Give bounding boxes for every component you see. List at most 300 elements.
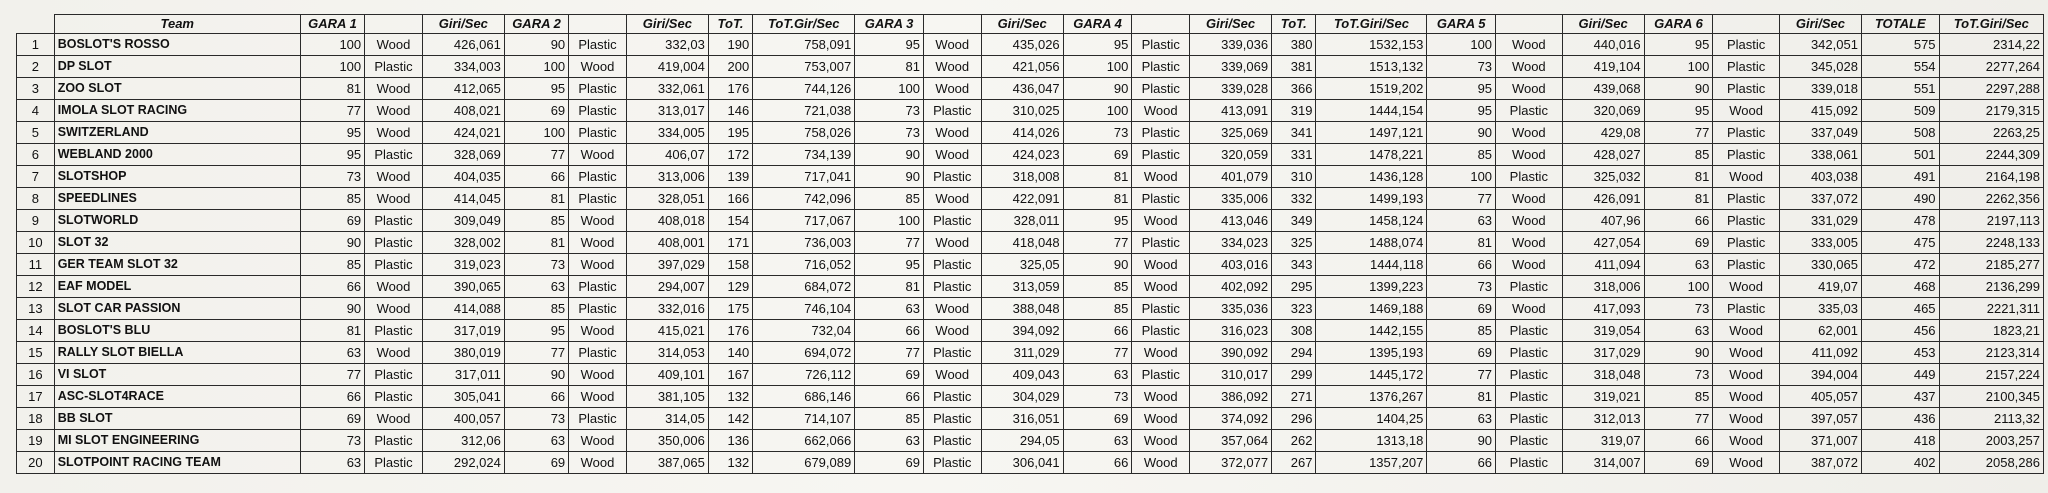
table-cell: Plastic	[923, 276, 981, 298]
column-header: Giri/Sec	[1562, 15, 1644, 34]
table-cell: 63	[1063, 430, 1132, 452]
table-cell: 63	[300, 342, 364, 364]
table-cell: Plastic	[365, 210, 423, 232]
table-cell: Wood	[923, 78, 981, 100]
table-cell: 415,092	[1779, 100, 1861, 122]
table-cell: 310,025	[981, 100, 1063, 122]
table-cell: Plastic	[1713, 34, 1780, 56]
table-cell: 331,029	[1779, 210, 1861, 232]
table-cell: 172	[708, 144, 752, 166]
table-cell: 386,092	[1190, 386, 1272, 408]
table-cell: Plastic	[923, 254, 981, 276]
table-cell: 2248,133	[1939, 232, 2043, 254]
table-cell: 318,008	[981, 166, 1063, 188]
table-cell: 95	[855, 254, 924, 276]
table-cell: 81	[1427, 386, 1496, 408]
table-cell: 299	[1272, 364, 1316, 386]
table-cell: 305,041	[422, 386, 504, 408]
table-cell: 6	[17, 144, 55, 166]
table-cell: 129	[708, 276, 752, 298]
table-cell: 2314,22	[1939, 34, 2043, 56]
table-cell: Plastic	[1496, 364, 1563, 386]
table-cell: 357,064	[1190, 430, 1272, 452]
table-cell: 85	[300, 254, 364, 276]
table-cell: 2244,309	[1939, 144, 2043, 166]
table-cell: 714,107	[753, 408, 855, 430]
table-cell: 334,023	[1190, 232, 1272, 254]
table-cell: 328,069	[422, 144, 504, 166]
table-cell: 345,028	[1779, 56, 1861, 78]
table-cell: Plastic	[1132, 34, 1190, 56]
team-name-cell: SLOT CAR PASSION	[54, 298, 300, 320]
table-cell: Wood	[569, 364, 627, 386]
table-cell: 456	[1861, 320, 1939, 342]
table-cell: 317,019	[422, 320, 504, 342]
table-cell: 294	[1272, 342, 1316, 364]
table-cell: 407,96	[1562, 210, 1644, 232]
table-cell: Wood	[1496, 34, 1563, 56]
table-cell: 1313,18	[1316, 430, 1427, 452]
table-cell: 85	[1427, 144, 1496, 166]
table-cell: 501	[1861, 144, 1939, 166]
table-cell: Plastic	[569, 298, 627, 320]
table-cell: Wood	[569, 232, 627, 254]
table-cell: 1488,074	[1316, 232, 1427, 254]
table-cell: 422,091	[981, 188, 1063, 210]
table-cell: 77	[1644, 408, 1713, 430]
table-cell: 328,051	[626, 188, 708, 210]
table-cell: 90	[504, 364, 568, 386]
column-header: TOTALE	[1861, 15, 1939, 34]
table-cell: 318,006	[1562, 276, 1644, 298]
table-cell: 77	[300, 100, 364, 122]
table-cell: 1499,193	[1316, 188, 1427, 210]
table-row	[17, 254, 2044, 276]
table-cell: Wood	[1713, 430, 1780, 452]
table-cell: 332,061	[626, 78, 708, 100]
table-cell: 1444,154	[1316, 100, 1427, 122]
table-cell: 424,021	[422, 122, 504, 144]
table-cell: 85	[1063, 276, 1132, 298]
table-cell: 176	[708, 78, 752, 100]
table-cell: 73	[855, 100, 924, 122]
table-cell: 406,07	[626, 144, 708, 166]
table-cell: 9	[17, 210, 55, 232]
table-row	[17, 298, 2044, 320]
table-cell: 14	[17, 320, 55, 342]
table-cell: 413,091	[1190, 100, 1272, 122]
table-cell: Wood	[569, 210, 627, 232]
table-cell: Wood	[1132, 430, 1190, 452]
table-row	[17, 364, 2044, 386]
table-cell: 419,07	[1779, 276, 1861, 298]
table-cell: 81	[1644, 166, 1713, 188]
table-cell: 2136,299	[1939, 276, 2043, 298]
table-cell: Plastic	[923, 100, 981, 122]
table-cell: Plastic	[1496, 408, 1563, 430]
table-cell: 684,072	[753, 276, 855, 298]
table-cell: Plastic	[923, 452, 981, 474]
table-cell: 319	[1272, 100, 1316, 122]
table-cell: 66	[1427, 452, 1496, 474]
table-cell: Wood	[1132, 276, 1190, 298]
table-cell: 380,019	[422, 342, 504, 364]
table-cell: 63	[855, 298, 924, 320]
table-cell: 575	[1861, 34, 1939, 56]
table-cell: 136	[708, 430, 752, 452]
table-cell: 132	[708, 452, 752, 474]
table-cell: Wood	[1496, 298, 1563, 320]
table-cell: 424,023	[981, 144, 1063, 166]
table-cell: Plastic	[365, 56, 423, 78]
table-cell: 271	[1272, 386, 1316, 408]
team-name-cell: BB SLOT	[54, 408, 300, 430]
table-cell: 81	[504, 188, 568, 210]
table-cell: 81	[1427, 232, 1496, 254]
table-cell: 2113,32	[1939, 408, 2043, 430]
table-cell: Wood	[365, 408, 423, 430]
table-cell: 69	[300, 210, 364, 232]
column-header	[1713, 15, 1780, 34]
table-cell: Plastic	[1713, 188, 1780, 210]
table-cell: 349	[1272, 210, 1316, 232]
table-cell: 100	[504, 56, 568, 78]
table-cell: Plastic	[365, 144, 423, 166]
table-cell: 337,072	[1779, 188, 1861, 210]
table-cell: 320,069	[1562, 100, 1644, 122]
table-cell: 332	[1272, 188, 1316, 210]
table-cell: 1	[17, 34, 55, 56]
table-cell: 81	[855, 276, 924, 298]
table-cell: 734,139	[753, 144, 855, 166]
table-cell: 335,006	[1190, 188, 1272, 210]
table-cell: 69	[1644, 232, 1713, 254]
table-cell: Plastic	[1132, 56, 1190, 78]
table-cell: 2157,224	[1939, 364, 2043, 386]
table-cell: 292,024	[422, 452, 504, 474]
table-cell: 436	[1861, 408, 1939, 430]
table-cell: Plastic	[365, 254, 423, 276]
table-cell: 100	[1427, 166, 1496, 188]
column-header	[365, 15, 423, 34]
table-cell: 402,092	[1190, 276, 1272, 298]
table-cell: 18	[17, 408, 55, 430]
table-cell: 100	[300, 56, 364, 78]
table-cell: 317,029	[1562, 342, 1644, 364]
column-header: Team	[54, 15, 300, 34]
table-cell: Wood	[1496, 188, 1563, 210]
table-cell: Plastic	[569, 34, 627, 56]
column-header: GARA 4	[1063, 15, 1132, 34]
table-cell: Wood	[365, 276, 423, 298]
table-cell: Plastic	[1496, 430, 1563, 452]
table-cell: 100	[504, 122, 568, 144]
table-cell: 411,092	[1779, 342, 1861, 364]
team-name-cell: BOSLOT'S ROSSO	[54, 34, 300, 56]
table-cell: 63	[504, 430, 568, 452]
table-cell: 435,026	[981, 34, 1063, 56]
table-cell: 63	[504, 276, 568, 298]
table-cell: 267	[1272, 452, 1316, 474]
team-name-cell: ZOO SLOT	[54, 78, 300, 100]
table-cell: 1478,221	[1316, 144, 1427, 166]
table-cell: 100	[1063, 56, 1132, 78]
table-cell: Wood	[365, 34, 423, 56]
table-cell: 63	[1427, 210, 1496, 232]
table-cell: Wood	[1713, 408, 1780, 430]
table-cell: 90	[1063, 254, 1132, 276]
table-cell: 1445,172	[1316, 364, 1427, 386]
table-cell: Wood	[365, 298, 423, 320]
column-header	[923, 15, 981, 34]
table-cell: Plastic	[923, 386, 981, 408]
table-cell: 381,105	[626, 386, 708, 408]
table-cell: 408,021	[422, 100, 504, 122]
table-cell: 331	[1272, 144, 1316, 166]
table-cell: 176	[708, 320, 752, 342]
table-cell: 167	[708, 364, 752, 386]
table-cell: 95	[1427, 78, 1496, 100]
table-cell: 1532,153	[1316, 34, 1427, 56]
table-cell: Wood	[569, 56, 627, 78]
table-cell: 69	[855, 364, 924, 386]
table-row	[17, 100, 2044, 122]
table-cell: Wood	[1496, 56, 1563, 78]
table-cell: 69	[855, 452, 924, 474]
table-cell: 146	[708, 100, 752, 122]
table-cell: Plastic	[1132, 122, 1190, 144]
team-name-cell: WEBLAND 2000	[54, 144, 300, 166]
table-cell: 195	[708, 122, 752, 144]
table-cell: 427,054	[1562, 232, 1644, 254]
table-cell: Plastic	[569, 276, 627, 298]
results-table	[16, 14, 2044, 474]
table-cell: 491	[1861, 166, 1939, 188]
table-cell: 440,016	[1562, 34, 1644, 56]
table-cell: 314,05	[626, 408, 708, 430]
table-cell: 551	[1861, 78, 1939, 100]
table-cell: Plastic	[1132, 364, 1190, 386]
table-cell: 679,089	[753, 452, 855, 474]
table-cell: 732,04	[753, 320, 855, 342]
table-cell: Plastic	[1713, 298, 1780, 320]
table-cell: 95	[1063, 210, 1132, 232]
table-cell: 69	[504, 452, 568, 474]
table-cell: 90	[300, 232, 364, 254]
table-cell: Wood	[1496, 210, 1563, 232]
table-cell: 439,068	[1562, 78, 1644, 100]
table-cell: 371,007	[1779, 430, 1861, 452]
table-cell: 717,067	[753, 210, 855, 232]
table-cell: 77	[504, 342, 568, 364]
table-cell: 190	[708, 34, 752, 56]
table-cell: 69	[1063, 144, 1132, 166]
table-cell: 77	[300, 364, 364, 386]
table-cell: 63	[1427, 408, 1496, 430]
table-cell: 85	[504, 298, 568, 320]
table-cell: 12	[17, 276, 55, 298]
column-header: ToT.	[708, 15, 752, 34]
table-cell: 81	[504, 232, 568, 254]
table-cell: 73	[1644, 298, 1713, 320]
table-cell: 85	[1063, 298, 1132, 320]
table-cell: Wood	[569, 386, 627, 408]
table-cell: 69	[1644, 452, 1713, 474]
table-cell: 325,032	[1562, 166, 1644, 188]
team-name-cell: SLOT 32	[54, 232, 300, 254]
table-cell: Plastic	[569, 188, 627, 210]
table-row	[17, 144, 2044, 166]
table-cell: 428,027	[1562, 144, 1644, 166]
team-name-cell: IMOLA SLOT RACING	[54, 100, 300, 122]
table-cell: 742,096	[753, 188, 855, 210]
table-cell: 404,035	[422, 166, 504, 188]
table-cell: 686,146	[753, 386, 855, 408]
table-cell: 402	[1861, 452, 1939, 474]
table-cell: 90	[300, 298, 364, 320]
table-cell: 90	[1644, 342, 1713, 364]
column-header: GARA 1	[300, 15, 364, 34]
table-cell: Wood	[1132, 100, 1190, 122]
table-cell: Plastic	[1713, 144, 1780, 166]
table-cell: 90	[1427, 122, 1496, 144]
table-cell: 475	[1861, 232, 1939, 254]
table-cell: 66	[1063, 452, 1132, 474]
table-cell: 2262,356	[1939, 188, 2043, 210]
table-cell: 69	[1427, 298, 1496, 320]
table-cell: 100	[855, 210, 924, 232]
table-cell: 374,092	[1190, 408, 1272, 430]
table-cell: 5	[17, 122, 55, 144]
table-cell: Wood	[365, 122, 423, 144]
table-cell: 63	[855, 430, 924, 452]
table-cell: Wood	[1713, 276, 1780, 298]
table-cell: 294,05	[981, 430, 1063, 452]
table-cell: 16	[17, 364, 55, 386]
table-cell: 85	[855, 408, 924, 430]
table-cell: 95	[504, 320, 568, 342]
table-cell: 90	[1644, 78, 1713, 100]
column-header: GARA 2	[504, 15, 568, 34]
table-row	[17, 320, 2044, 342]
table-cell: 319,021	[1562, 386, 1644, 408]
table-row	[17, 210, 2044, 232]
table-cell: 338,061	[1779, 144, 1861, 166]
table-cell: 90	[504, 34, 568, 56]
table-cell: 69	[1427, 342, 1496, 364]
table-row	[17, 232, 2044, 254]
column-header: ToT.Gir/Sec	[753, 15, 855, 34]
table-cell: 95	[300, 122, 364, 144]
table-cell: 330,065	[1779, 254, 1861, 276]
table-cell: Plastic	[1713, 254, 1780, 276]
table-cell: 343	[1272, 254, 1316, 276]
table-cell: 2179,315	[1939, 100, 2043, 122]
table-cell: 313,059	[981, 276, 1063, 298]
table-cell: 403,038	[1779, 166, 1861, 188]
table-cell: 758,026	[753, 122, 855, 144]
table-cell: 2277,264	[1939, 56, 2043, 78]
table-cell: 81	[1063, 188, 1132, 210]
table-row	[17, 34, 2044, 56]
table-cell: 308	[1272, 320, 1316, 342]
team-name-cell: VI SLOT	[54, 364, 300, 386]
table-cell: 753,007	[753, 56, 855, 78]
table-cell: Wood	[1132, 386, 1190, 408]
table-cell: 140	[708, 342, 752, 364]
table-cell: 328,011	[981, 210, 1063, 232]
table-cell: 401,079	[1190, 166, 1272, 188]
table-cell: 400,057	[422, 408, 504, 430]
table-cell: 313,006	[626, 166, 708, 188]
table-cell: 314,007	[1562, 452, 1644, 474]
table-cell: 337,049	[1779, 122, 1861, 144]
table-cell: Plastic	[365, 232, 423, 254]
table-row	[17, 122, 2044, 144]
table-cell: 3	[17, 78, 55, 100]
table-cell: Plastic	[1132, 320, 1190, 342]
table-cell: Wood	[923, 232, 981, 254]
table-cell: Wood	[569, 144, 627, 166]
table-cell: 73	[300, 166, 364, 188]
table-cell: 414,045	[422, 188, 504, 210]
table-cell: 139	[708, 166, 752, 188]
table-cell: 339,028	[1190, 78, 1272, 100]
table-cell: Wood	[1713, 364, 1780, 386]
table-cell: 381	[1272, 56, 1316, 78]
table-cell: 166	[708, 188, 752, 210]
table-cell: 341	[1272, 122, 1316, 144]
table-cell: 403,016	[1190, 254, 1272, 276]
table-row	[17, 188, 2044, 210]
table-cell: 63	[1063, 364, 1132, 386]
table-cell: Wood	[1132, 210, 1190, 232]
table-cell: Plastic	[923, 342, 981, 364]
team-name-cell: BOSLOT'S BLU	[54, 320, 300, 342]
table-cell: 716,052	[753, 254, 855, 276]
table-cell: 73	[1063, 386, 1132, 408]
table-cell: 316,023	[1190, 320, 1272, 342]
table-cell: 85	[1644, 144, 1713, 166]
table-cell: Wood	[1713, 166, 1780, 188]
table-cell: 394,004	[1779, 364, 1861, 386]
table-cell: 2221,311	[1939, 298, 2043, 320]
table-row	[17, 78, 2044, 100]
table-cell: 1513,132	[1316, 56, 1427, 78]
table-cell: 85	[1644, 386, 1713, 408]
table-cell: Wood	[1713, 100, 1780, 122]
table-cell: 468	[1861, 276, 1939, 298]
table-cell: Plastic	[1713, 232, 1780, 254]
table-cell: Wood	[1496, 122, 1563, 144]
column-header	[17, 15, 55, 34]
table-cell: 429,08	[1562, 122, 1644, 144]
table-cell: 332,016	[626, 298, 708, 320]
table-cell: 15	[17, 342, 55, 364]
table-cell: 662,066	[753, 430, 855, 452]
table-cell: 100	[300, 34, 364, 56]
table-cell: 426,061	[422, 34, 504, 56]
table-cell: 62,001	[1779, 320, 1861, 342]
table-cell: Plastic	[1132, 188, 1190, 210]
table-cell: Plastic	[365, 364, 423, 386]
table-cell: 73	[504, 408, 568, 430]
table-cell: 11	[17, 254, 55, 276]
table-cell: Wood	[365, 100, 423, 122]
table-cell: 73	[504, 254, 568, 276]
table-cell: Plastic	[1496, 276, 1563, 298]
table-cell: 95	[1063, 34, 1132, 56]
